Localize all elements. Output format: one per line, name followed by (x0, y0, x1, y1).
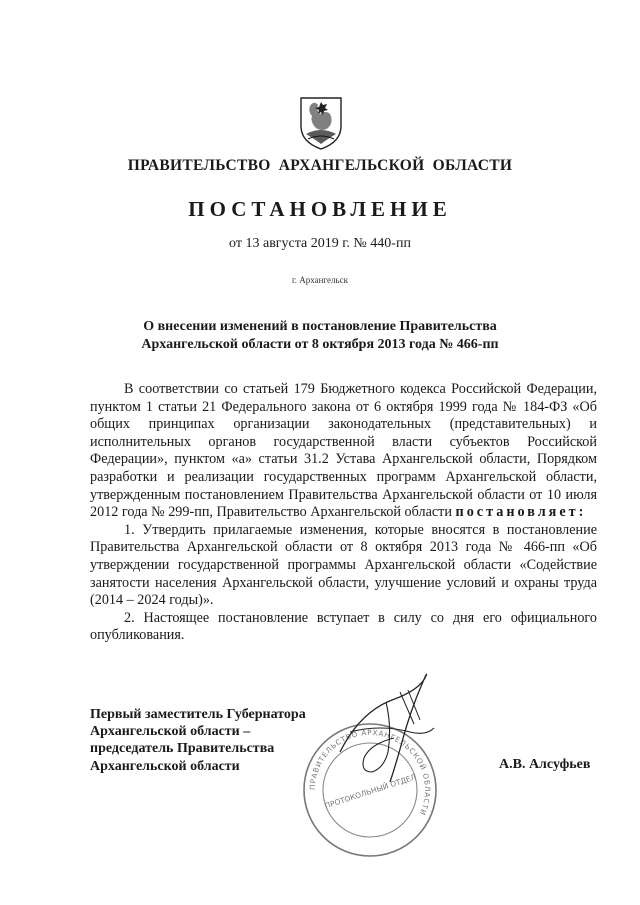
resolution-verb: постановляет (455, 504, 579, 521)
clause-2-paragraph: 2. Настоящее постановление вступает в силу со дня его официального опубликования. (90, 609, 597, 644)
signatory-title (90, 706, 306, 775)
signatory-title-line: Первый заместитель Губернатора (90, 707, 306, 722)
document-subject (120, 318, 520, 354)
subject-line: О внесении изменений в постановление Правительства (143, 319, 497, 334)
seal-ring-text: ПРАВИТЕЛЬСТВО АРХАНГЕЛЬСКОЙ ОБЛАСТИ (307, 727, 433, 818)
document-body (90, 381, 597, 645)
seal-center-text: ПРОТОКОЛЬНЫЙ ОТДЕЛ (323, 772, 418, 811)
coat-of-arms-icon (296, 92, 346, 152)
handwritten-signature (330, 672, 450, 792)
preamble-paragraph: В соответствии со статьей 179 Бюджетного кодекса Российской Федерации, пунктом 1 статьи 21 Федерального закона от 6 октября 1999 года № 184-ФЗ «Об общих принципах организации законодательных (представительных) и исполнительных органов государственной власти субъектов Российской Федерации», пунктом «а» статьи 31.2 Устава Архангельской области, Порядком разработки и реализации государственных программ Архангельской области, утвержденным постановлением Правительства Архангельской области от 10 июля 2012 года № 299-пп, Правительство Архангельской области постановляет: (90, 381, 597, 521)
date-and-number: от 13 августа 2019 г. № 440-пп (229, 236, 411, 251)
subject-line: Архангельской области от 8 октября 2013 года № 466-пп (141, 337, 499, 352)
signatory-title-line: председатель Правительства (90, 741, 275, 757)
document-type: ПОСТАНОВЛЕНИЕ (188, 197, 452, 221)
signatory-name: А.В. Алсуфьев (499, 757, 591, 772)
government-name: ПРАВИТЕЛЬСТВО АРХАНГЕЛЬСКОЙ ОБЛАСТИ (127, 157, 513, 174)
signatory-title-line: Архангельской области (90, 758, 240, 774)
signatory-title-line: Архангельской области – (90, 724, 251, 740)
clause-1-paragraph: 1. Утвердить прилагаемые изменения, которые вносятся в постановление Правительства Архангельской области от 8 октября 2013 года № 466-пп «Об утверждении государственной программы Архангельской области «Содействие занятости населения Архангельской области, улучшение условий и охраны труда (2014 – 2024 годы)». (90, 521, 597, 609)
preamble-text: В соответствии со статьей 179 Бюджетного кодекса Российской Федерации, пунктом 1 статьи 21 Федерального закона от 6 октября 1999 года № 184-ФЗ «Об общих принципах организации законодательных (представительных) и исполнительных органов государственной власти субъектов Российской Федерации», пунктом «а» статьи 31.2 Устава Архангельской области, Порядком разработки и реализации государственных программ Архангельской области, утвержденным постановлением Правительства Архангельской области от 10 июля 2012 года № 299-пп, Правительство Архангельской области (90, 381, 597, 521)
city-label: г. Архангельск (292, 275, 348, 285)
